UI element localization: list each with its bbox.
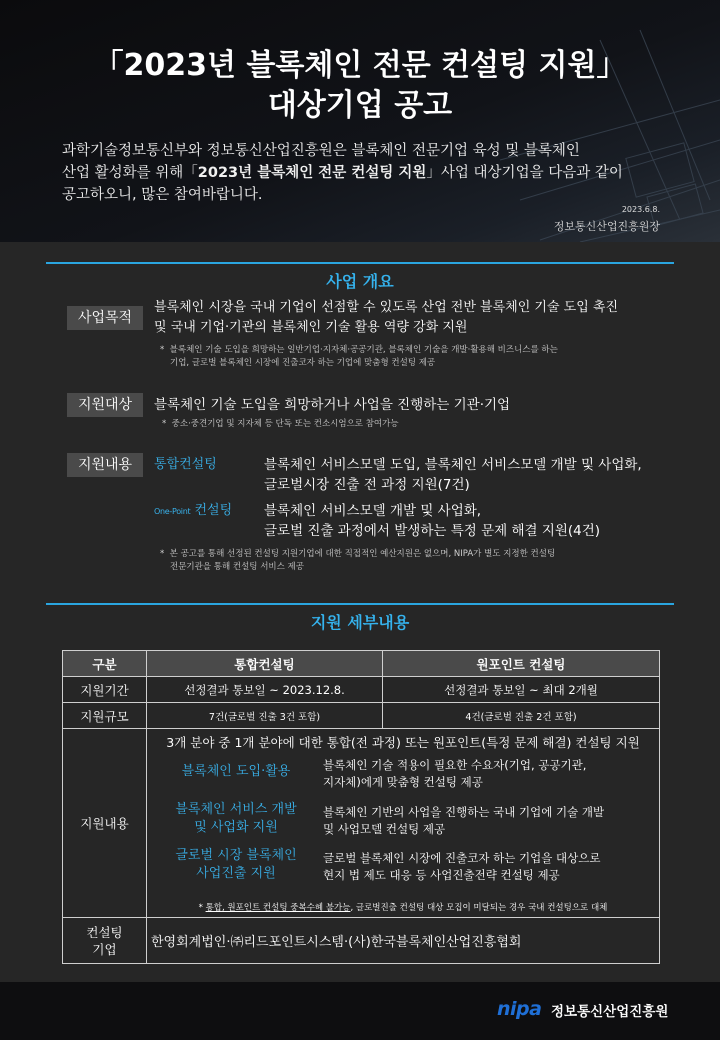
field-name (153, 763, 319, 781)
field-name-line-2: 사업진출 지원 (196, 866, 276, 881)
column-header: 원포인트 컨설팅 (383, 651, 660, 677)
target-text: 블록체인 기술 도입을 희망하거나 사업을 진행하는 기관·기업 (154, 397, 511, 413)
intro-line-2-c: 」사업 대상기업을 다음과 같이 (426, 165, 623, 181)
announcer-name: 정보통신산업진흥원장 (553, 220, 660, 233)
consulting-companies: 한영회계법인·㈜리드포인트시스템·(사)한국블록체인산업진흥협회 (147, 918, 660, 964)
bullet-icon: * (162, 419, 172, 429)
field-desc-line-1: 블록체인 기반의 사업을 진행하는 국내 기업에 기술 개발 (323, 805, 605, 819)
row-header: 지원내용 (63, 729, 147, 918)
table-cell: 7건(글로벌 진출 3건 포함) (147, 703, 383, 729)
announcement-date: 2023.6.8. (621, 205, 660, 214)
content-note-line-1: 본 공고를 통해 선정된 컨설팅 지원기업에 대한 직접적인 예산지원은 없으며, NIPA가 별도 지정한 컨설팅 (169, 549, 556, 559)
purpose-line-1: 블록체인 시장을 국내 기업이 선점할 수 있도록 산업 전반 블록체인 기술 도입 촉진 (154, 300, 619, 315)
details-table (62, 650, 660, 964)
overview-section-title: 사업 개요 (326, 272, 394, 291)
content-note-line-2: 전문기관을 통해 컨설팅 서비스 제공 (170, 562, 304, 572)
consult-label-line-2: 기업 (92, 941, 117, 957)
table-header-row (63, 651, 660, 677)
table-row (63, 677, 660, 703)
section-divider (46, 262, 674, 264)
field-description (323, 850, 653, 884)
intro-line-1: 과학기술정보통신부와 정보통신산업진흥원은 블록체인 전문기업 육성 및 블록체인 (62, 143, 580, 159)
nipa-logo: nipa (497, 998, 542, 1020)
table-cell: 4건(글로벌 진출 2건 포함) (383, 703, 660, 729)
field-desc-line-2: 현지 법 제도 대응 등 사업진출전략 컨설팅 제공 (323, 868, 560, 882)
note-emphasis: 통합, 원포인트 컨설팅 중복수혜 불가능 (205, 903, 351, 913)
consult-label-line-1: 컨설팅 (86, 924, 123, 940)
bullet-icon: * (160, 549, 170, 559)
target-note-text: 중소·중견기업 및 지자체 등 단독 또는 컨소시엄으로 참여가능 (171, 419, 399, 429)
purpose-line-2: 및 국내 기업·기관의 블록체인 기술 활용 역량 강화 지원 (154, 320, 468, 335)
field-name (153, 847, 319, 883)
purpose-label: 사업목적 (67, 306, 143, 330)
onepoint-label: 컨설팅 (194, 503, 233, 518)
integrated-line-1: 블록체인 서비스모델 도입, 블록체인 서비스모델 개발 및 사업화, (264, 457, 642, 473)
onepoint-consulting-text (264, 501, 684, 541)
details-section-title: 지원 세부내용 (310, 613, 410, 632)
table-row (63, 703, 660, 729)
intro-text (62, 140, 672, 206)
note-marker: * (198, 903, 206, 913)
purpose-note-line-1: 블록체인 기술 도입을 희망하는 일반기업·지자체·공공기관, 블록체인 기술을 개발·활용해 비즈니스를 하는 (169, 345, 558, 355)
intro-line-2-a: 산업 활성화를 위해「 (62, 165, 198, 181)
support-content-note (147, 901, 659, 913)
table-row (63, 918, 660, 964)
intro-line-3: 공고하오니, 많은 참여바랍니다. (62, 187, 263, 203)
support-content-head: 3개 분야 중 1개 분야에 대한 통합(전 과정) 또는 원포인트(특정 문제 해결) 컨설팅 지원 (166, 735, 640, 750)
column-header: 구분 (63, 651, 147, 677)
target-label: 지원대상 (67, 393, 143, 417)
purpose-text (154, 298, 684, 338)
intro-project-name: 2023년 블록체인 전문 컨설팅 지원 (197, 165, 427, 181)
footer (0, 982, 720, 1040)
integrated-consulting-name: 통합컨설팅 (154, 457, 217, 472)
content-label: 지원내용 (67, 453, 143, 477)
onepoint-prefix: One-Point (154, 507, 191, 516)
purpose-note (160, 344, 670, 370)
field-name-line-1: 블록체인 서비스 개발 (175, 802, 297, 817)
intro-line-2 (62, 162, 672, 184)
column-header: 통합컨설팅 (147, 651, 383, 677)
bullet-icon: * (160, 345, 170, 355)
content-note (160, 548, 670, 574)
row-header (63, 918, 147, 964)
title-line-2: 대상기업 공고 (267, 88, 453, 123)
target-note (162, 418, 662, 431)
title-line-1: 「2023년 블록체인 전문 컨설팅 지원」 (93, 48, 627, 83)
support-content-detail (147, 729, 659, 917)
note-rest: , 글로벌진출 컨설팅 대상 모집이 미달되는 경우 국내 컨설팅으로 대체 (350, 903, 608, 913)
field-name-line-1: 블록체인 도입·활용 (181, 764, 291, 779)
field-description (323, 757, 653, 791)
row-header: 지원기간 (63, 677, 147, 703)
integrated-consulting-text (264, 455, 684, 495)
onepoint-line-1: 블록체인 서비스모델 개발 및 사업화, (264, 503, 482, 519)
field-desc-line-1: 글로벌 블록체인 시장에 진출코자 하는 기업을 대상으로 (323, 851, 601, 865)
field-desc-line-1: 블록체인 기술 적용이 필요한 수요자(기업, 공공기관, (323, 758, 587, 772)
footer-org-name: 정보통신산업진흥원 (551, 1004, 669, 1020)
field-name (153, 801, 319, 837)
purpose-note-line-2: 기업, 글로벌 블록체인 시장에 진출코자 하는 기업에 맞춤형 컨설팅 제공 (170, 358, 436, 368)
table-cell: 선정결과 통보일 ~ 2023.12.8. (147, 677, 383, 703)
onepoint-consulting-name (154, 501, 232, 522)
table-row (63, 729, 660, 918)
field-name-line-2: 및 사업화 지원 (194, 820, 278, 835)
table-cell (147, 729, 660, 918)
integrated-line-2: 글로벌시장 진출 전 과정 지원(7건) (264, 477, 470, 493)
onepoint-line-2: 글로벌 진출 과정에서 발생하는 특정 문제 해결 지원(4건) (264, 523, 601, 539)
table-cell: 선정결과 통보일 ~ 최대 2개월 (383, 677, 660, 703)
field-desc-line-2: 및 사업모델 컨설팅 제공 (323, 822, 446, 836)
header-banner (0, 0, 720, 242)
field-name-line-1: 글로벌 시장 블록체인 (175, 848, 297, 863)
row-header: 지원규모 (63, 703, 147, 729)
section-divider (46, 603, 674, 605)
field-desc-line-2: 지자체)에게 맞춤형 컨설팅 제공 (323, 775, 483, 789)
field-description (323, 804, 653, 838)
